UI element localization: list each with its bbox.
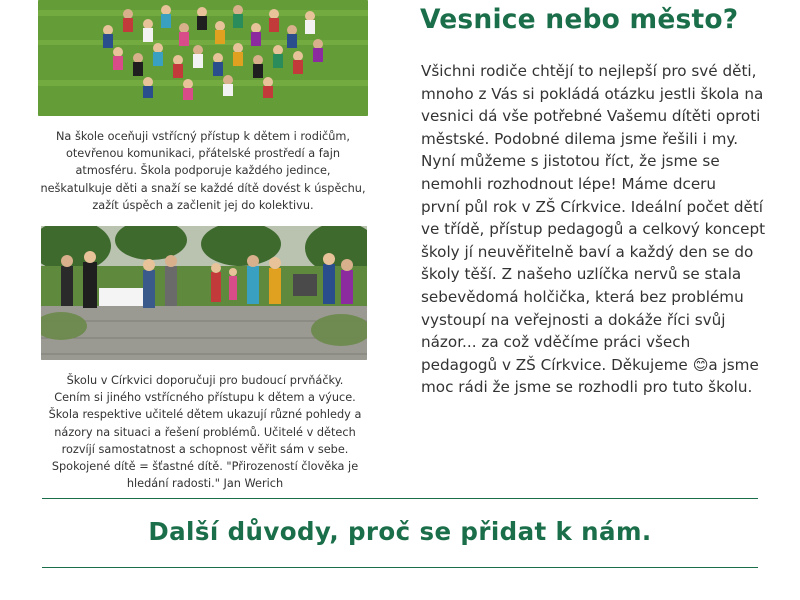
divider-bottom [42, 567, 758, 568]
parent-testimonial-text: Všichni rodiče chtějí to nejlepší pro své děti, mnoho z Vás si pokládá otázku jestli škola na vesnici dá vše potřebné Vašemu dítěti oproti městské. Podobné dilema jsme řešili i my. Nyní můžeme s jistotou říct, že jsme se nemohli rozhodnout lépe! Máme dceru první půl rok v ZŠ Církvice. Ideální počet dětí ve třídě, přístup pedagogů a celkový koncept školy jí neuvěřitelně baví a každý den se do školy těší. Z našeho uzlíčka nervů se stala sebevědomá holčička, která bez problému vystoupí na veřejnosti a dokáže říci svůj názor... za což vděčíme práci všech pedagogů v ZŠ Církvice. Děkujeme 😊a jsme moc rádi že jsme se rozhodli pro tuto školu. [421, 62, 766, 397]
divider-top [42, 498, 758, 499]
testimonial-caption-1: Na škole oceňuji vstřícný přístup k dětem i rodičům, otevřenou komunikaci, přátelské prostředí a fajn atmosféru. Škola podporuje každého jedince, neškatulkuje děti a snaží se každé dítě dovést k úspěchu, zažít úspěch a začlenit jej do kolektivu. [40, 130, 366, 212]
group-photo-children-on-lawn [38, 0, 368, 116]
section-heading: Další důvody, proč se přidat k nám. [148, 517, 652, 546]
garden-event-photo [41, 226, 367, 360]
testimonial-caption-2: Školu v Církvici doporučuji pro budoucí prvňáčky. Cením si jiného vstřícného přístupu k dětem a výuce. Škola respektive učitelé dětem ukazují různé pohledy a názory na situaci a řešení problémů. Učitelé v dětech rozvíjí samostatnost a schopnost věřit sám v sebe. Spokojené dítě = šťastné dítě. "Přirozeností člověka je hledání radosti." Jan Werich [48, 374, 362, 491]
page-title: Vesnice nebo město? [420, 4, 739, 35]
